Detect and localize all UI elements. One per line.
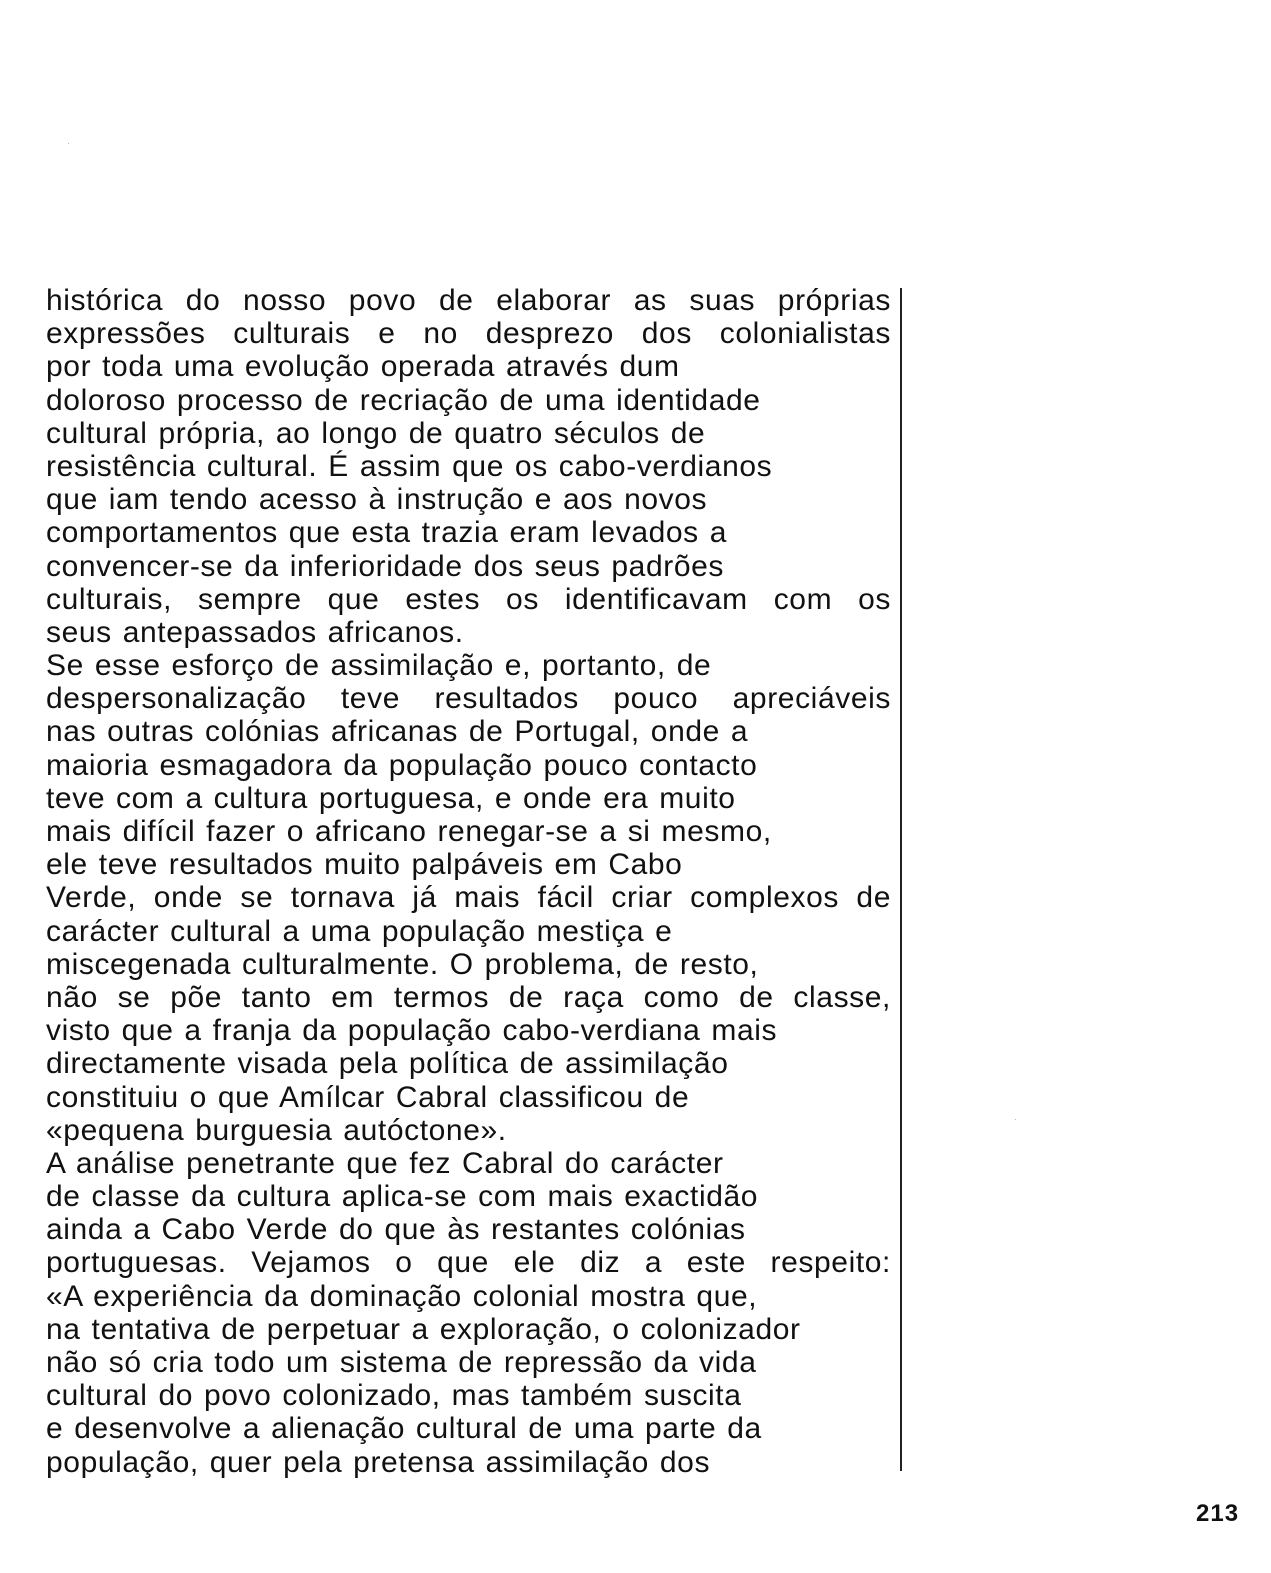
text-line: directamente visada pela política de assimilação [46,1047,729,1081]
text-line: seus antepassados africanos. [46,615,464,649]
text-line: não só cria todo um sistema de repressão da vida [46,1346,757,1379]
margin-rule [900,288,902,1471]
page-number: 213 [1196,1500,1240,1527]
text-line: «pequena burguesia autóctone». [46,1113,507,1147]
text-line: comportamentos que esta trazia eram levados a [46,516,727,550]
text-line: resistência cultural. É assim que os cabo-verdianos [46,449,773,483]
text-line: constituiu o que Amílcar Cabral classificou de [46,1080,690,1114]
text-line: carácter cultural a uma população mestiça e [46,914,673,948]
text-line: ainda a Cabo Verde do que às restantes colónias [46,1213,746,1247]
text-line: Verde, onde se tornava já mais fácil criar complexos de [46,881,891,915]
text-line: cultural do povo colonizado, mas também suscita [46,1379,742,1413]
text-line: A análise penetrante que fez Cabral do carácter [46,1146,724,1180]
text-line: visto que a franja da população cabo-verdiana mais [46,1014,778,1048]
text-line: maioria esmagadora da população pouco contacto [46,748,758,782]
text-line: de classe da cultura aplica-se com mais exactidão [46,1180,759,1214]
text-line: na tentativa de perpetuar a exploração, o colonizador [46,1312,801,1346]
text-line: «A experiência da dominação colonial mostra que, [46,1279,758,1313]
text-line: nas outras colónias africanas de Portugal, onde a [46,715,749,749]
text-line: Se esse esforço de assimilação e, portanto, de [46,649,712,683]
text-line: portuguesas. Vejamos o que ele diz a este respeito: [46,1246,891,1280]
text-line: mais difícil fazer o africano renegar-se a si mesmo, [46,815,772,848]
text-line: culturais, sempre que estes os identificavam com os [46,582,891,616]
scan-speck [1015,1119,1016,1120]
text-line: por toda uma evolução operada através dum [46,350,680,384]
text-line: cultural própria, ao longo de quatro séculos de [46,416,706,450]
text-line: convencer-se da inferioridade dos seus padrões [46,549,724,583]
text-line: não se põe tanto em termos de raça como de classe, [46,980,891,1014]
text-line: teve com a cultura portuguesa, e onde era muito [46,781,736,815]
text-line: que iam tendo acesso à instrução e aos novos [46,483,708,517]
text-line: população, quer pela pretensa assimilação dos [46,1445,711,1479]
text-line: expressões culturais e no desprezo dos colonialistas [46,317,891,351]
text-line: despersonalização teve resultados pouco apreciáveis [46,682,891,716]
text-column [46,284,891,1479]
text-line: miscegenada culturalmente. O problema, de resto, [46,947,759,981]
text-line: ele teve resultados muito palpáveis em Cabo [46,848,683,882]
text-line: doloroso processo de recriação de uma identidade [46,383,761,417]
scan-speck [68,143,69,144]
text-line: histórica do nosso povo de elaborar as suas próprias [46,284,891,317]
text-line: e desenvolve a alienação cultural de uma parte da [46,1412,762,1446]
